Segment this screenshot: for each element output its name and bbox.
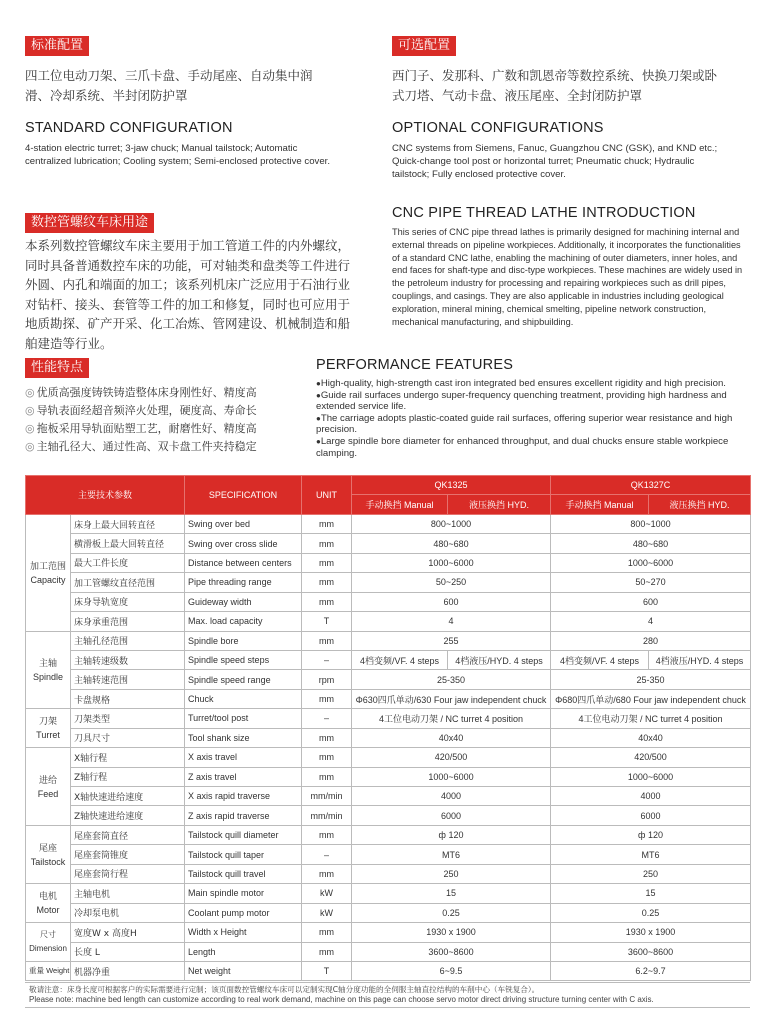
table-row bbox=[26, 884, 751, 903]
value-model-2: 25-350 bbox=[551, 670, 751, 689]
value-model-1: 6~9.5 bbox=[352, 961, 551, 980]
performance-en-list bbox=[316, 378, 748, 459]
value-model-1: Φ630四爪单动/630 Four jaw independent chuck bbox=[352, 689, 551, 708]
value-model-1-manual: 4档变频/VF. 4 steps bbox=[352, 650, 448, 669]
table-row bbox=[26, 534, 751, 553]
group-weight: 重量 Weight bbox=[26, 961, 71, 980]
param-cn: 刀具尺寸 bbox=[71, 728, 185, 747]
param-en: Swing over cross slide bbox=[185, 534, 302, 553]
param-unit: mm bbox=[302, 728, 352, 747]
performance-cn-item: ◎ 导轨表面经超音频淬火处理，硬度高、寿命长 bbox=[25, 402, 315, 420]
table-head-model-2: QK1327C bbox=[551, 476, 751, 495]
value-model-2-manual: 4档变频/VF. 4 steps bbox=[551, 650, 649, 669]
value-model-2: 6000 bbox=[551, 806, 751, 825]
table-row bbox=[26, 650, 751, 669]
param-en: Tailstock quill travel bbox=[185, 864, 302, 883]
table-row bbox=[26, 514, 751, 533]
value-model-2: 1000~6000 bbox=[551, 553, 751, 572]
intro-cn: 本系列数控管螺纹车床主要用于加工管道工件的内外螺纹，同时具备普通数控车床的功能，可对轴类和盘类等工件进行外圆、内孔和端面的加工；该系列机床广泛应用于石油行业对钻杆、接头、套管等工件的加工和修复，同时也可应用于地质勘探、矿产开采、化工冶炼、管网建设、机械制造和船舶建造等行业。 bbox=[25, 238, 351, 351]
performance-tag: 性能特点 bbox=[25, 358, 89, 378]
standard-config-en: 4-station electric turret; 3-jaw chuck; Manual tailstock; Automatic centralized lubrication; Cooling system; Semi-enclosed protective cover. bbox=[25, 143, 331, 168]
table-row bbox=[26, 845, 751, 864]
table-row bbox=[26, 923, 751, 942]
param-en: Max. load capacity bbox=[185, 612, 302, 631]
table-row bbox=[26, 767, 751, 786]
param-unit: kW bbox=[302, 884, 352, 903]
param-en: Turret/tool post bbox=[185, 709, 302, 728]
param-cn: 机器净重 bbox=[71, 961, 185, 980]
value-model-1: 3600~8600 bbox=[352, 942, 551, 961]
group-feed: 进给 Feed bbox=[26, 748, 71, 826]
table-row bbox=[26, 573, 751, 592]
param-en: Swing over bed bbox=[185, 514, 302, 533]
param-cn: 长度 L bbox=[71, 942, 185, 961]
standard-config-heading: STANDARD CONFIGURATION bbox=[25, 120, 233, 136]
value-model-1: 50~250 bbox=[352, 573, 551, 592]
value-model-1: MT6 bbox=[352, 845, 551, 864]
spec-table bbox=[25, 475, 751, 981]
param-unit: mm bbox=[302, 514, 352, 533]
value-model-1: 4工位电动刀架 / NC turret 4 position bbox=[352, 709, 551, 728]
param-cn: 主轴孔径范围 bbox=[71, 631, 185, 650]
param-unit: mm bbox=[302, 767, 352, 786]
param-unit: mm bbox=[302, 748, 352, 767]
value-model-1: 255 bbox=[352, 631, 551, 650]
table-row bbox=[26, 787, 751, 806]
footnote-cn: 敬请注意：床身长度可根据客户的实际需要进行定制；该页面数控管螺纹车床可以定制实现C轴分度功能的全伺服主轴直拉结构的车削中心（车铣复合）。 bbox=[29, 985, 540, 994]
value-model-2: 800~1000 bbox=[551, 514, 751, 533]
param-cn: 刀架类型 bbox=[71, 709, 185, 728]
value-model-2: Φ680四爪单动/680 Four jaw independent chuck bbox=[551, 689, 751, 708]
value-model-2: 4工位电动刀架 / NC turret 4 position bbox=[551, 709, 751, 728]
param-en: Tailstock quill diameter bbox=[185, 825, 302, 844]
table-row bbox=[26, 942, 751, 961]
table-row bbox=[26, 592, 751, 611]
table-row bbox=[26, 670, 751, 689]
param-cn: 尾座套筒行程 bbox=[71, 864, 185, 883]
value-model-1: 40x40 bbox=[352, 728, 551, 747]
param-en: Net weight bbox=[185, 961, 302, 980]
param-en: Spindle speed range bbox=[185, 670, 302, 689]
performance-en-item: ● Guide rail surfaces undergo super-frequency quenching treatment, providing high hardness and extended service life. bbox=[316, 390, 748, 413]
param-unit: mm/min bbox=[302, 787, 352, 806]
param-unit: mm bbox=[302, 534, 352, 553]
param-unit: – bbox=[302, 650, 352, 669]
value-model-1: 0.25 bbox=[352, 903, 551, 922]
table-head-main: 主要技术参数 bbox=[26, 476, 185, 515]
param-cn: 床身导轨宽度 bbox=[71, 592, 185, 611]
table-row bbox=[26, 961, 751, 980]
param-cn: 加工管螺纹直径范围 bbox=[71, 573, 185, 592]
table-sub-manual: 手动换挡 Manual bbox=[352, 495, 448, 514]
performance-cn-item: ◎ 优质高强度铸铁铸造整体床身刚性好、精度高 bbox=[25, 384, 315, 402]
param-unit: T bbox=[302, 961, 352, 980]
param-en: X axis travel bbox=[185, 748, 302, 767]
group-turret: 刀架 Turret bbox=[26, 709, 71, 748]
param-unit: mm bbox=[302, 592, 352, 611]
table-row bbox=[26, 709, 751, 728]
param-unit: rpm bbox=[302, 670, 352, 689]
table-row bbox=[26, 825, 751, 844]
param-cn: 最大工件长度 bbox=[71, 553, 185, 572]
group-dimension: 尺寸 Dimension bbox=[26, 923, 71, 962]
intro-en: This series of CNC pipe thread lathes is primarily designed for machining internal and external threads on pipeline workpieces. Additionally, it incorporates the functionalities of a standard CNC lathe, enabling the machining of outer diameters, inner holes, and end faces for shaft-type and disc-type workpieces. These machines are widely used in the petroleum industry for processing and repairing workpieces such as drill pipes, couplings, and casings. They are also applicable in industries including geological exploration, mineral mining, chemical smelting, pipeline network construction, mechanical manufacturing, and shipbuilding. bbox=[392, 227, 743, 327]
intro-heading: CNC PIPE THREAD LATHE INTRODUCTION bbox=[392, 205, 696, 221]
value-model-1-hyd: 4档液压/HYD. 4 steps bbox=[448, 650, 551, 669]
intro-tag: 数控管螺纹车床用途 bbox=[25, 213, 154, 233]
param-en: Length bbox=[185, 942, 302, 961]
param-unit: kW bbox=[302, 903, 352, 922]
value-model-1: 1000~6000 bbox=[352, 767, 551, 786]
param-en: Spindle speed steps bbox=[185, 650, 302, 669]
param-unit: mm bbox=[302, 864, 352, 883]
param-unit: mm bbox=[302, 942, 352, 961]
table-row bbox=[26, 631, 751, 650]
param-unit: – bbox=[302, 709, 352, 728]
value-model-2: 250 bbox=[551, 864, 751, 883]
table-row bbox=[26, 864, 751, 883]
param-cn: 冷却泵电机 bbox=[71, 903, 185, 922]
value-model-1: 6000 bbox=[352, 806, 551, 825]
table-row bbox=[26, 903, 751, 922]
standard-config-cn: 四工位电动刀架、三爪卡盘、手动尾座、自动集中润滑、冷却系统、半封闭防护罩 bbox=[25, 68, 313, 103]
group-tailstock: 尾座 Tailstock bbox=[26, 825, 71, 883]
param-en: Pipe threading range bbox=[185, 573, 302, 592]
param-cn: 横滑板上最大回转直径 bbox=[71, 534, 185, 553]
param-unit: mm bbox=[302, 923, 352, 942]
group-capacity: 加工范围 Capacity bbox=[26, 514, 71, 631]
param-unit: – bbox=[302, 845, 352, 864]
value-model-2: 4000 bbox=[551, 787, 751, 806]
param-cn: 主轴转速范围 bbox=[71, 670, 185, 689]
param-unit: mm/min bbox=[302, 806, 352, 825]
param-cn: Z轴行程 bbox=[71, 767, 185, 786]
param-en: Tailstock quill taper bbox=[185, 845, 302, 864]
param-cn: 主轴电机 bbox=[71, 884, 185, 903]
performance-heading: PERFORMANCE FEATURES bbox=[316, 357, 514, 373]
value-model-2: 1930 x 1900 bbox=[551, 923, 751, 942]
param-cn: 尾座套筒锥度 bbox=[71, 845, 185, 864]
value-model-2: MT6 bbox=[551, 845, 751, 864]
value-model-2: 420/500 bbox=[551, 748, 751, 767]
value-model-1: 600 bbox=[352, 592, 551, 611]
table-head-unit: UNIT bbox=[302, 476, 352, 515]
table-row bbox=[26, 689, 751, 708]
performance-cn-item: ◎ 主轴孔径大、通过性高、双卡盘工件夹持稳定 bbox=[25, 438, 315, 456]
value-model-2: 600 bbox=[551, 592, 751, 611]
value-model-2: 0.25 bbox=[551, 903, 751, 922]
performance-en-item: ● Large spindle bore diameter for enhanced throughput, and dual chucks ensure stable workpiece clamping. bbox=[316, 436, 748, 459]
value-model-1: 1000~6000 bbox=[352, 553, 551, 572]
param-en: Width x Height bbox=[185, 923, 302, 942]
value-model-1: 480~680 bbox=[352, 534, 551, 553]
param-cn: 床身承重范围 bbox=[71, 612, 185, 631]
param-unit: T bbox=[302, 612, 352, 631]
group-motor: 电机 Motor bbox=[26, 884, 71, 923]
value-model-1: ф 120 bbox=[352, 825, 551, 844]
optional-config-tag: 可选配置 bbox=[392, 36, 456, 56]
value-model-1: 4 bbox=[352, 612, 551, 631]
param-unit: mm bbox=[302, 689, 352, 708]
optional-config-en: CNC systems from Siemens, Fanuc, Guangzhou CNC (GSK), and KND etc.; Quick-change tool post or horizontal turret; Pneumatic chuck; Hydraulic tailstock; Fully enclosed protective cover. bbox=[392, 143, 718, 181]
param-en: Guideway width bbox=[185, 592, 302, 611]
optional-config-cn: 西门子、发那科、广数和凯恩帝等数控系统、快换刀架或卧式刀塔、气动卡盘、液压尾座、全封闭防护罩 bbox=[392, 68, 718, 103]
param-cn: X轴行程 bbox=[71, 748, 185, 767]
performance-cn-item: ◎ 拖板采用导轨面贴塑工艺，耐磨性好、精度高 bbox=[25, 420, 315, 438]
table-sub-hyd: 液压换挡 HYD. bbox=[649, 495, 751, 514]
table-sub-manual: 手动换挡 Manual bbox=[551, 495, 649, 514]
param-cn: 主轴转速级数 bbox=[71, 650, 185, 669]
footnote-en: Please note: machine bed length can customize according to real work demand, machine on this page can choose servo motor direct driving structure turning center with C axis. bbox=[29, 995, 654, 1004]
param-cn: Z轴快速进给速度 bbox=[71, 806, 185, 825]
param-unit: mm bbox=[302, 631, 352, 650]
param-en: Tool shank size bbox=[185, 728, 302, 747]
value-model-2: 3600~8600 bbox=[551, 942, 751, 961]
performance-cn-list bbox=[25, 384, 315, 456]
param-unit: mm bbox=[302, 573, 352, 592]
param-unit: mm bbox=[302, 553, 352, 572]
param-cn: X轴快速进给速度 bbox=[71, 787, 185, 806]
footnote bbox=[25, 982, 750, 1008]
param-en: Chuck bbox=[185, 689, 302, 708]
param-en: Distance between centers bbox=[185, 553, 302, 572]
group-spindle: 主轴 Spindle bbox=[26, 631, 71, 709]
table-row bbox=[26, 728, 751, 747]
value-model-2: 50~270 bbox=[551, 573, 751, 592]
table-row bbox=[26, 553, 751, 572]
value-model-1: 1930 x 1900 bbox=[352, 923, 551, 942]
param-cn: 床身上最大回转直径 bbox=[71, 514, 185, 533]
table-row bbox=[26, 612, 751, 631]
value-model-2-hyd: 4档液压/HYD. 4 steps bbox=[649, 650, 751, 669]
value-model-1: 25-350 bbox=[352, 670, 551, 689]
table-row bbox=[26, 748, 751, 767]
param-cn: 卡盘规格 bbox=[71, 689, 185, 708]
param-unit: mm bbox=[302, 825, 352, 844]
value-model-1: 15 bbox=[352, 884, 551, 903]
value-model-1: 4000 bbox=[352, 787, 551, 806]
value-model-2: ф 120 bbox=[551, 825, 751, 844]
param-en: Coolant pump motor bbox=[185, 903, 302, 922]
param-en: Main spindle motor bbox=[185, 884, 302, 903]
value-model-1: 250 bbox=[352, 864, 551, 883]
value-model-1: 420/500 bbox=[352, 748, 551, 767]
param-en: X axis rapid traverse bbox=[185, 787, 302, 806]
value-model-2: 40x40 bbox=[551, 728, 751, 747]
value-model-2: 1000~6000 bbox=[551, 767, 751, 786]
table-row bbox=[26, 806, 751, 825]
value-model-2: 4 bbox=[551, 612, 751, 631]
performance-en-item: ● High-quality, high-strength cast iron integrated bed ensures excellent rigidity and high precision. bbox=[316, 378, 748, 390]
value-model-2: 15 bbox=[551, 884, 751, 903]
value-model-2: 6.2~9.7 bbox=[551, 961, 751, 980]
table-head-model-1: QK1325 bbox=[352, 476, 551, 495]
table-sub-hyd: 液压换挡 HYD. bbox=[448, 495, 551, 514]
param-en: Z axis rapid traverse bbox=[185, 806, 302, 825]
param-cn: 宽度W x 高度H bbox=[71, 923, 185, 942]
value-model-1: 800~1000 bbox=[352, 514, 551, 533]
standard-config-tag: 标准配置 bbox=[25, 36, 89, 56]
value-model-2: 280 bbox=[551, 631, 751, 650]
table-head-spec: SPECIFICATION bbox=[185, 476, 302, 515]
optional-config-heading: OPTIONAL CONFIGURATIONS bbox=[392, 120, 604, 136]
value-model-2: 480~680 bbox=[551, 534, 751, 553]
performance-en-item: ● The carriage adopts plastic-coated guide rail surfaces, offering superior wear resistance and high precision. bbox=[316, 413, 748, 436]
param-en: Spindle bore bbox=[185, 631, 302, 650]
param-cn: 尾座套筒直径 bbox=[71, 825, 185, 844]
param-en: Z axis travel bbox=[185, 767, 302, 786]
